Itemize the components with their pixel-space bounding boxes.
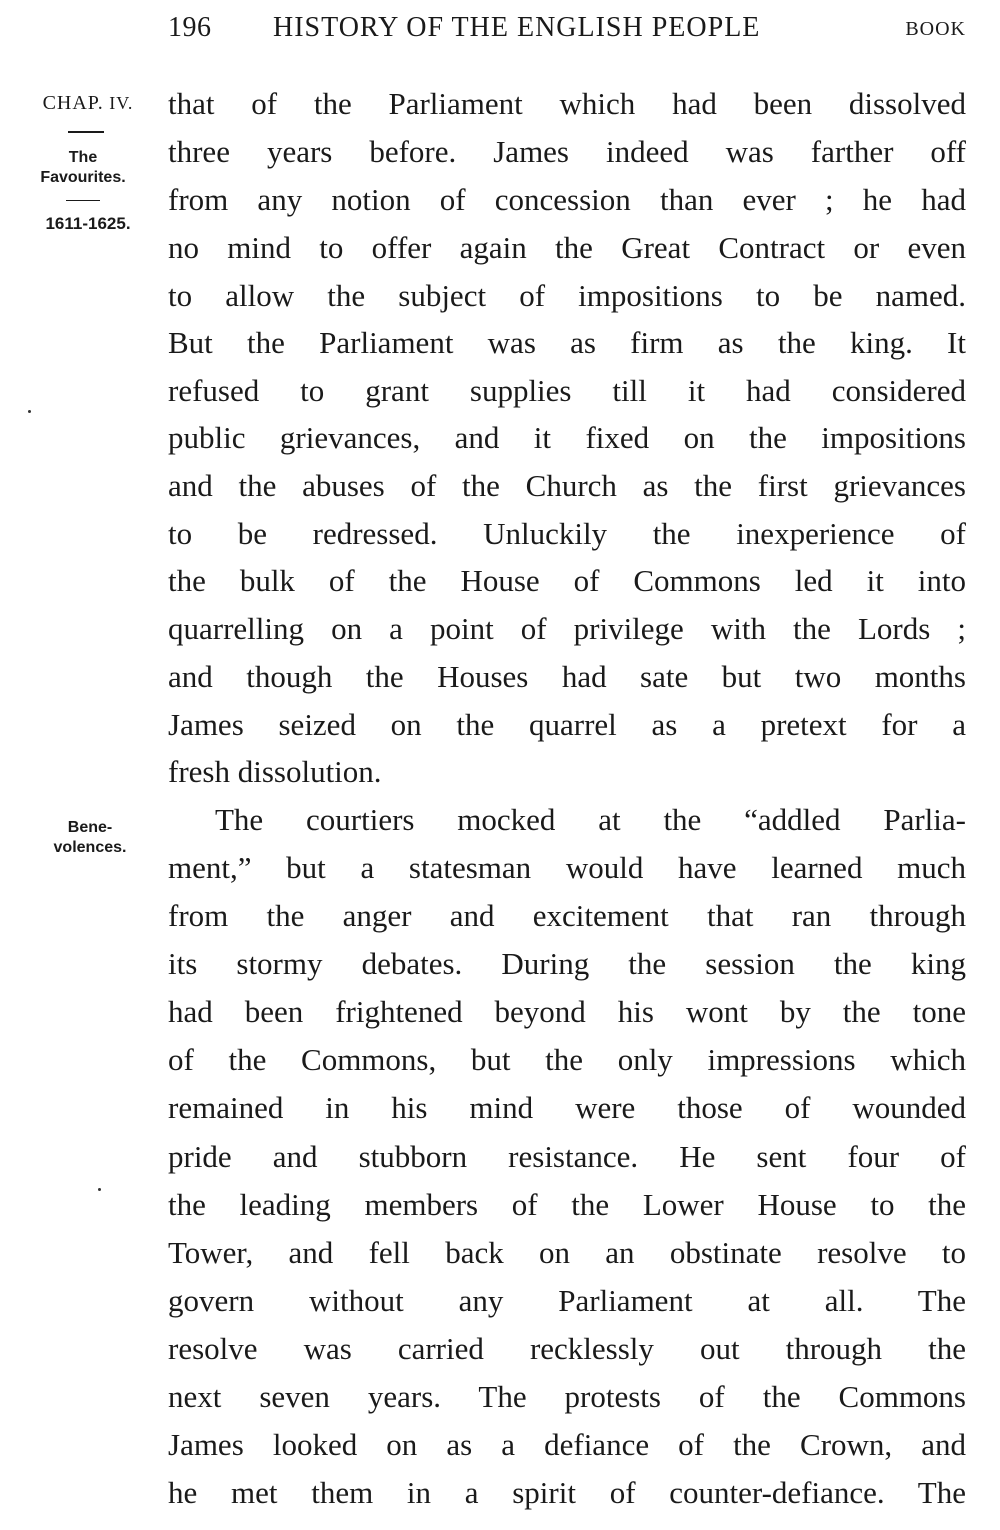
- sidebar-note-line: Bene-: [67, 819, 113, 836]
- chapter-marker: [28, 92, 148, 115]
- body-line: from any notion of concession than ever ; he had: [168, 182, 966, 217]
- body-line: and though the Houses had sate but two months: [168, 659, 966, 694]
- body-line: from the anger and excitement that ran through: [168, 898, 966, 933]
- sidebar-note-line: The: [68, 149, 98, 166]
- sidebar-note-line: Favourites.: [40, 169, 126, 186]
- body-line: three years before. James indeed was farther off: [168, 134, 966, 169]
- body-line: next seven years. The protests of the Commons: [168, 1379, 966, 1414]
- body-line: he met them in a spirit of counter-defiance. The: [168, 1475, 966, 1510]
- body-line: public grievances, and it fixed on the impositions: [168, 420, 966, 455]
- body-line: Tower, and fell back on an obstinate resolve to: [168, 1235, 966, 1270]
- body-line: remained in his mind were those of wounded: [168, 1090, 966, 1125]
- body-line: of the Commons, but the only impressions which: [168, 1042, 966, 1077]
- body-line: the bulk of the House of Commons led it into: [168, 563, 966, 598]
- body-line: But the Parliament was as firm as the king. It: [168, 325, 966, 360]
- page-number: 196: [168, 12, 212, 43]
- sidebar-note-favourites: [18, 148, 148, 188]
- body-line: The courtiers mocked at the “addled Parlia-: [215, 802, 966, 837]
- body-line: and the abuses of the Church as the first grievances: [168, 468, 966, 503]
- body-line: resolve was carried recklessly out through the: [168, 1331, 966, 1366]
- body-line: its stormy debates. During the session the king: [168, 946, 966, 981]
- sidebar-note-benevolences: [40, 818, 140, 858]
- print-speck: [28, 410, 31, 413]
- body-line: ment,” but a statesman would have learned much: [168, 850, 966, 885]
- chapter-label: CHAP.: [42, 92, 104, 114]
- running-title: HISTORY OF THE ENGLISH PEOPLE: [273, 12, 761, 43]
- body-line: that of the Parliament which had been dissolved: [168, 86, 966, 121]
- sidebar-rule-bottom: [66, 200, 100, 201]
- body-line: to be redressed. Unluckily the inexperience of: [168, 516, 966, 551]
- body-line: fresh dissolution.: [168, 754, 382, 789]
- sidebar-rule-top: [68, 131, 104, 133]
- sidebar-dates: 1611-1625.: [45, 214, 131, 233]
- book-label: BOOK: [905, 18, 966, 40]
- body-line: to allow the subject of impositions to be named.: [168, 278, 966, 313]
- body-line: James seized on the quarrel as a pretext for a: [168, 707, 966, 742]
- body-line: James looked on as a defiance of the Crown, and: [168, 1427, 966, 1462]
- body-line: pride and stubborn resistance. He sent four of: [168, 1139, 966, 1174]
- page-header: [168, 12, 968, 48]
- body-line: govern without any Parliament at all. The: [168, 1283, 966, 1318]
- body-line: the leading members of the Lower House to the: [168, 1187, 966, 1222]
- body-line: had been frightened beyond his wont by the tone: [168, 994, 966, 1029]
- print-speck: [98, 1188, 101, 1191]
- body-line: no mind to offer again the Great Contract or even: [168, 230, 966, 265]
- sidebar-note-line: volences.: [53, 839, 127, 856]
- body-line: quarrelling on a point of privilege with the Lords ;: [168, 611, 966, 646]
- chapter-number: IV.: [109, 93, 134, 113]
- body-line: refused to grant supplies till it had considered: [168, 373, 966, 408]
